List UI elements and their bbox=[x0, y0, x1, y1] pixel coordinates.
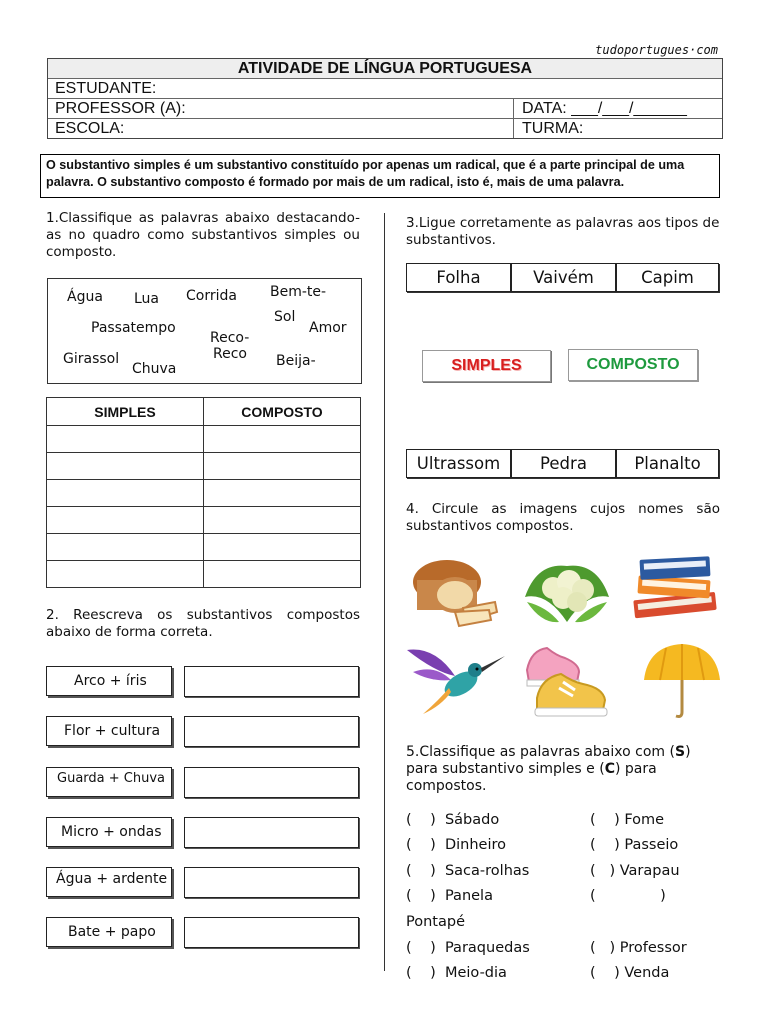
word-item: Reco- bbox=[210, 330, 250, 346]
classify-item[interactable]: ( ) Panela bbox=[406, 888, 493, 904]
date-label: DATA: ___/___/______ bbox=[522, 100, 687, 117]
q2-prompt: 2. Reescreva os substantivos compostos abaixo de forma correta. bbox=[46, 607, 360, 640]
classify-item[interactable]: ( ) Sábado bbox=[406, 812, 500, 828]
sneakers-image[interactable] bbox=[517, 642, 617, 722]
column-divider bbox=[384, 213, 385, 971]
word-card[interactable]: Pedra bbox=[511, 449, 616, 478]
answer-cell[interactable] bbox=[204, 534, 361, 561]
compound-item: Água + ardente bbox=[46, 867, 172, 897]
q5-c: C bbox=[604, 761, 615, 777]
site-watermark: tudoportugues·com bbox=[595, 43, 718, 57]
word-card[interactable]: Folha bbox=[406, 263, 511, 292]
word-item: Sol bbox=[274, 309, 296, 325]
q5-prompt-a: 5.Classifique as palavras abaixo com ( bbox=[406, 744, 675, 760]
word-item: Corrida bbox=[186, 288, 237, 304]
word-item: Girassol bbox=[63, 351, 120, 367]
answer-cell[interactable] bbox=[204, 426, 361, 453]
classify-item[interactable]: ( ) Venda bbox=[590, 965, 670, 981]
classify-item[interactable]: Pontapé bbox=[406, 914, 465, 930]
word-item: Reco bbox=[213, 346, 247, 362]
col-simples: SIMPLES bbox=[47, 398, 204, 426]
books-image[interactable] bbox=[626, 550, 726, 630]
answer-box[interactable] bbox=[184, 867, 359, 898]
classify-item[interactable]: ( ) Meio-dia bbox=[406, 965, 507, 981]
classify-item[interactable]: ( ) Saca-rolhas bbox=[406, 863, 530, 879]
word-card[interactable]: Capim bbox=[616, 263, 719, 292]
q1-prompt: 1.Classifique as palavras abaixo destacando- as no quadro como substantivos simples ou composto. bbox=[46, 210, 360, 260]
compound-item: Bate + papo bbox=[46, 917, 172, 947]
q5-s: S bbox=[674, 744, 686, 760]
answer-box[interactable] bbox=[184, 716, 359, 747]
answer-cell[interactable] bbox=[47, 480, 204, 507]
answer-box[interactable] bbox=[184, 917, 359, 948]
classification-table bbox=[46, 397, 361, 588]
col-composto: COMPOSTO bbox=[204, 398, 361, 426]
classify-item[interactable]: ( ) Professor bbox=[590, 940, 687, 956]
word-item: Chuva bbox=[132, 361, 177, 377]
classify-item[interactable]: ( ) Dinheiro bbox=[406, 837, 507, 853]
header-box bbox=[47, 58, 723, 139]
answer-box[interactable] bbox=[184, 666, 359, 697]
hummingbird-image[interactable] bbox=[405, 642, 505, 722]
q5-prompt-b: ) para substantivo simples e ( bbox=[406, 744, 691, 777]
bread-image[interactable] bbox=[405, 550, 505, 630]
answer-cell[interactable] bbox=[47, 453, 204, 480]
simples-label[interactable]: SIMPLES bbox=[422, 350, 551, 382]
composto-label[interactable]: COMPOSTO bbox=[568, 349, 698, 381]
word-item: Água bbox=[67, 289, 103, 305]
compound-item: Flor + cultura bbox=[46, 716, 172, 746]
q5-prompt bbox=[406, 744, 720, 795]
word-item: Passatempo bbox=[91, 320, 176, 336]
compound-item: Micro + ondas bbox=[46, 817, 172, 847]
teacher-label: PROFESSOR (A): bbox=[55, 100, 186, 117]
answer-cell[interactable] bbox=[204, 480, 361, 507]
word-card[interactable]: Vaivém bbox=[511, 263, 616, 292]
q3-prompt: 3.Ligue corretamente as palavras aos tipos de substantivos. bbox=[406, 215, 720, 248]
word-item: Bem-te- bbox=[270, 284, 327, 300]
answer-box[interactable] bbox=[184, 767, 359, 798]
student-label: ESTUDANTE: bbox=[55, 80, 157, 97]
answer-cell[interactable] bbox=[47, 507, 204, 534]
word-card[interactable]: Planalto bbox=[616, 449, 719, 478]
word-box bbox=[47, 278, 362, 384]
definition-box: O substantivo simples é um substantivo constituído por apenas um radical, que é a parte principal de uma palavra. O substantivo composto é formado por mais de um radical, isto é, mais de uma palavra. bbox=[40, 154, 720, 198]
class-label: TURMA: bbox=[522, 120, 584, 137]
answer-cell[interactable] bbox=[47, 426, 204, 453]
classify-item[interactable]: ( ) Passeio bbox=[590, 837, 679, 853]
word-item: Beija- bbox=[276, 353, 316, 369]
compound-item: Guarda + Chuva bbox=[46, 767, 172, 797]
classify-item[interactable]: ( ) Paraquedas bbox=[406, 940, 530, 956]
classify-item[interactable]: ( ) Fome bbox=[590, 812, 665, 828]
word-item: Lua bbox=[134, 291, 160, 307]
q5-prompt-c: ) para compostos. bbox=[406, 761, 657, 794]
answer-cell[interactable] bbox=[47, 534, 204, 561]
q4-prompt: 4. Circule as imagens cujos nomes são substantivos compostos. bbox=[406, 501, 720, 534]
word-item: Amor bbox=[309, 320, 347, 336]
answer-box[interactable] bbox=[184, 817, 359, 848]
answer-cell[interactable] bbox=[47, 561, 204, 588]
answer-cell[interactable] bbox=[204, 453, 361, 480]
answer-cell[interactable] bbox=[204, 507, 361, 534]
school-label: ESCOLA: bbox=[55, 120, 125, 137]
umbrella-image[interactable] bbox=[630, 640, 730, 720]
worksheet-title: ATIVIDADE DE LÍNGUA PORTUGUESA bbox=[48, 59, 722, 78]
classify-item[interactable]: ( ) Varapau bbox=[590, 863, 680, 879]
classify-item[interactable]: ( ) bbox=[590, 888, 666, 904]
answer-cell[interactable] bbox=[204, 561, 361, 588]
word-card[interactable]: Ultrassom bbox=[406, 449, 511, 478]
cauliflower-image[interactable] bbox=[517, 552, 617, 632]
compound-item: Arco + íris bbox=[46, 666, 172, 696]
